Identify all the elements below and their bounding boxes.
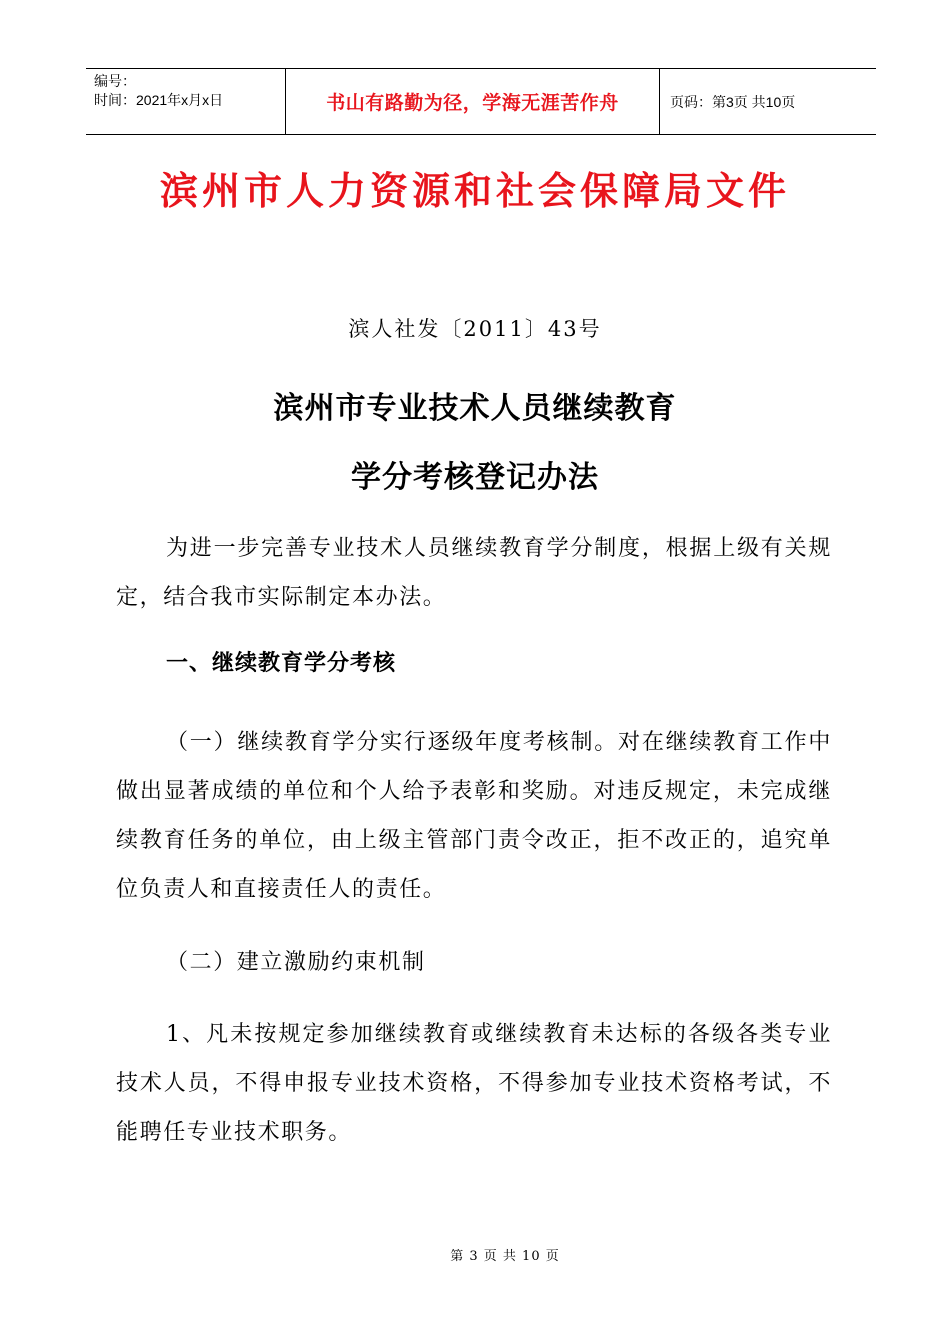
time-label: 时间：2021年x月x日 bbox=[94, 92, 224, 108]
page-info: 页码：第3页 共10页 bbox=[670, 93, 796, 110]
page-title-line1: 滨州市专业技术人员继续教育 bbox=[273, 391, 677, 426]
section1-heading: 一、继续教育学分考核 bbox=[166, 651, 397, 676]
page-footer: 第 3 页 共 10 页 bbox=[450, 1249, 560, 1264]
document-number: 滨人社发〔2011〕43号 bbox=[348, 317, 602, 341]
number-label: 编号： bbox=[94, 73, 136, 89]
header-page-cell bbox=[660, 69, 876, 134]
header-table bbox=[86, 68, 876, 135]
item1-paragraph: （一）继续教育学分实行逐级年度考核制。对在继续教育工作中做出显著成绩的单位和个人给予表彰和奖励。对违反规定，未完成继续教育任务的单位，由上级主管部门责令改正，拒不改正的，追究单位负责人和直接责任人的责任。 bbox=[116, 730, 832, 902]
header-motto-cell bbox=[286, 69, 660, 134]
page-title-line2: 学分考核登记办法 bbox=[351, 460, 599, 495]
item2-1-paragraph: 1、凡未按规定参加继续教育或继续教育未达标的各级各类专业技术人员，不得申报专业技术资格，不得参加专业技术资格考试，不能聘任专业技术职务。 bbox=[116, 1022, 832, 1145]
item2-paragraph: （二）建立激励约束机制 bbox=[166, 950, 426, 975]
intro-paragraph: 为进一步完善专业技术人员继续教育学分制度，根据上级有关规定，结合我市实际制定本办法。 bbox=[116, 536, 832, 610]
header-meta-cell bbox=[86, 69, 286, 134]
motto-text: 书山有路勤为径，学海无涯苦作舟 bbox=[326, 92, 619, 114]
issuer-title: 滨州市人力资源和社会保障局文件 bbox=[159, 168, 790, 213]
